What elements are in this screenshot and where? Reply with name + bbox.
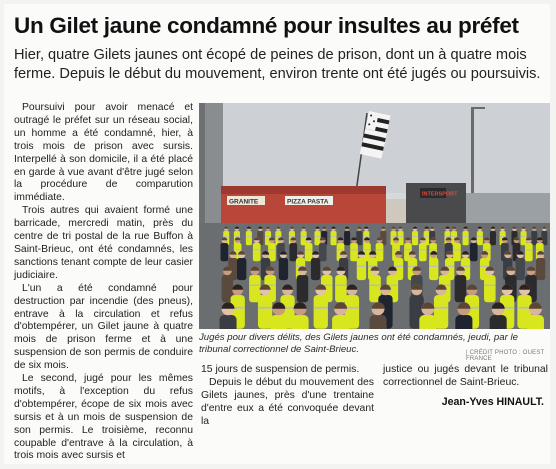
crowd-figure [301, 231, 307, 245]
crowd-figure [527, 315, 544, 329]
vest-stripe [223, 236, 229, 237]
crowd-figure [237, 258, 246, 280]
vest-stripe [268, 249, 276, 250]
crowd-figure [463, 231, 469, 245]
vest-stripe [419, 249, 427, 250]
paragraph: 15 jours de suspension de permis. [201, 364, 360, 375]
vest-stripe [275, 236, 281, 237]
paragraph: justice ou jugés devant le tribunal correctionnel de Saint-Brieuc. [383, 364, 548, 388]
vest-stripe [424, 236, 430, 237]
vest-stripe [484, 285, 496, 286]
vest-stripe [398, 236, 404, 237]
vest-stripe [392, 249, 400, 250]
crowd-figure [455, 275, 467, 302]
vest-stripe [429, 249, 437, 250]
crowd-figure [429, 258, 438, 280]
crowd-figure [531, 231, 537, 245]
vest-stripe [525, 249, 533, 250]
crowd-figure [292, 315, 309, 329]
paragraph: L'un a été condamné pour destruction par incendie (des pneus), entrave à la circulation et refus d'obtempérer, un Gilet jaune à quatre mois de prison ferme et à une suspension de son permis de conduire de six mois. [14, 282, 193, 372]
crowd-figure [516, 258, 525, 280]
crowd-figure [370, 315, 387, 329]
vest-stripe [335, 285, 347, 286]
vest-stripe [301, 236, 307, 237]
vest-stripe [249, 285, 261, 286]
article-photo [199, 103, 550, 329]
crowd-figure [419, 243, 427, 261]
vest-stripe [391, 236, 397, 237]
crowd-figure [419, 315, 436, 329]
crowd-figure [470, 243, 478, 261]
vest-stripe [363, 236, 369, 237]
author-signature: Jean-Yves HINAULT. [441, 396, 544, 408]
vest-stripe [429, 266, 438, 267]
vest-stripe [412, 236, 418, 237]
crowd-figure [332, 315, 349, 329]
vest-stripe [363, 249, 371, 250]
vest-stripe [461, 266, 470, 267]
protest-crowd-photo [199, 103, 550, 329]
vest-stripe [451, 236, 457, 237]
vest-stripe [337, 249, 345, 250]
vest-stripe [394, 266, 403, 267]
vest-stripe [445, 236, 451, 237]
crowd-figure [357, 258, 366, 280]
vest-stripe [404, 249, 412, 250]
vest-stripe [331, 236, 337, 237]
crowd-figure [453, 243, 461, 261]
article-standfirst: Hier, quatre Gilets jaunes ont écopé de peines de prison, dont un à quatre mois ferme. Depuis le début du mouvement, environ trente ont été jugés ou poursuivis. [14, 47, 541, 82]
vest-stripe [521, 236, 527, 237]
vest-stripe [376, 249, 384, 250]
crowd-figure [490, 231, 496, 245]
crowd-figure [311, 258, 320, 280]
crowd-figure [525, 243, 533, 261]
crowd-figure [314, 231, 320, 245]
vest-stripe [305, 249, 313, 250]
vest-stripe [357, 266, 366, 267]
vest-stripe [265, 236, 271, 237]
crowd-figure [455, 315, 472, 329]
crowd-figure [319, 243, 327, 261]
shop-sign-granite: GRANITE [229, 198, 259, 206]
vest-stripe [453, 249, 461, 250]
crowd-figure [477, 231, 483, 245]
vest-stripe [289, 236, 295, 237]
shop-sign-intersport: INTERSPORT [422, 191, 458, 198]
crowd-figure [412, 231, 418, 245]
crowd-figure [221, 243, 229, 261]
article-column-3 [383, 364, 548, 390]
vest-stripe [434, 307, 448, 309]
photo-caption: Jugés pour divers délits, des Gilets jaunes ont été condamnés, jeudi, par le tribunal correctionnel de Saint-Brieuc. [199, 332, 518, 355]
article-headline: Un Gilet jaune condamné pour insultes au préfet [14, 13, 519, 38]
crowd-figure [279, 258, 288, 280]
crowd-figure [258, 295, 272, 329]
vest-stripe [253, 249, 261, 250]
crowd-figure [246, 231, 252, 245]
vest-stripe [483, 249, 491, 250]
crowd-figure [521, 231, 527, 245]
vest-stripe [369, 285, 381, 286]
paragraph: Poursuivi pour avoir menacé et outragé le préfet sur un réseau social, un homme a été condamné, hier, à trois mois de prison avec sursis. Interpellé à son domicile, il a été placé en garde à vue avant d'être jugé selon la procédure de comparution immédiate. [14, 102, 193, 204]
paragraph: Trois autres qui avaient formé une barricade, mercredi matin, près du centre de tri postal de la rue Buffon à Saint-Brieuc, ont été condamnés, les sanctions tenant compte de leur casier judiciaire. [14, 205, 193, 281]
article-column-2 [201, 364, 374, 429]
paragraph: Depuis le début du mouvement des Gilets jaunes, près d'une trentaine d'entre eux a été convoquée devant la [201, 376, 374, 427]
crowd-figure [490, 315, 507, 329]
vest-stripe [246, 236, 252, 237]
vest-stripe [258, 307, 272, 309]
shop-sign-pizza: PIZZA PASTA [287, 198, 329, 206]
vest-stripe [350, 249, 358, 250]
vest-stripe [234, 249, 242, 250]
vest-stripe [477, 236, 483, 237]
crowd-figure [350, 243, 358, 261]
vest-stripe [314, 307, 328, 309]
crowd-figure [314, 295, 328, 329]
crowd-figure [253, 243, 261, 261]
crowd-figure [331, 231, 337, 245]
vest-stripe [480, 266, 489, 267]
paragraph: Le second, jugé pour les mêmes motifs, à l'exception du refus d'obtempérer, écope de six mois avec sursis et à un mois de suspension de son permis. Le troisième, reconnu coupable d'entrave à la circulation, à trois mois avec sursis et [14, 373, 193, 462]
crowd-figure [297, 275, 309, 302]
vest-stripe [234, 236, 240, 237]
crowd-figure [305, 243, 313, 261]
crowd-figure [376, 243, 384, 261]
crowd-figure [484, 275, 496, 302]
newspaper-clipping [4, 4, 550, 464]
article-column-1 [14, 102, 193, 463]
crowd-figure [268, 243, 276, 261]
vest-stripe [536, 249, 544, 250]
photo-credit: | CRÉDIT PHOTO : OUEST FRANCE [466, 350, 545, 362]
vest-stripe [463, 236, 469, 237]
crowd-figure [220, 315, 237, 329]
crowd-figure [270, 315, 287, 329]
crowd-figure [536, 258, 545, 280]
crowd-figure [344, 231, 350, 245]
crowd-figure [356, 231, 362, 245]
vest-stripe [314, 236, 320, 237]
vest-stripe [500, 236, 506, 237]
crowd-figure [289, 243, 297, 261]
